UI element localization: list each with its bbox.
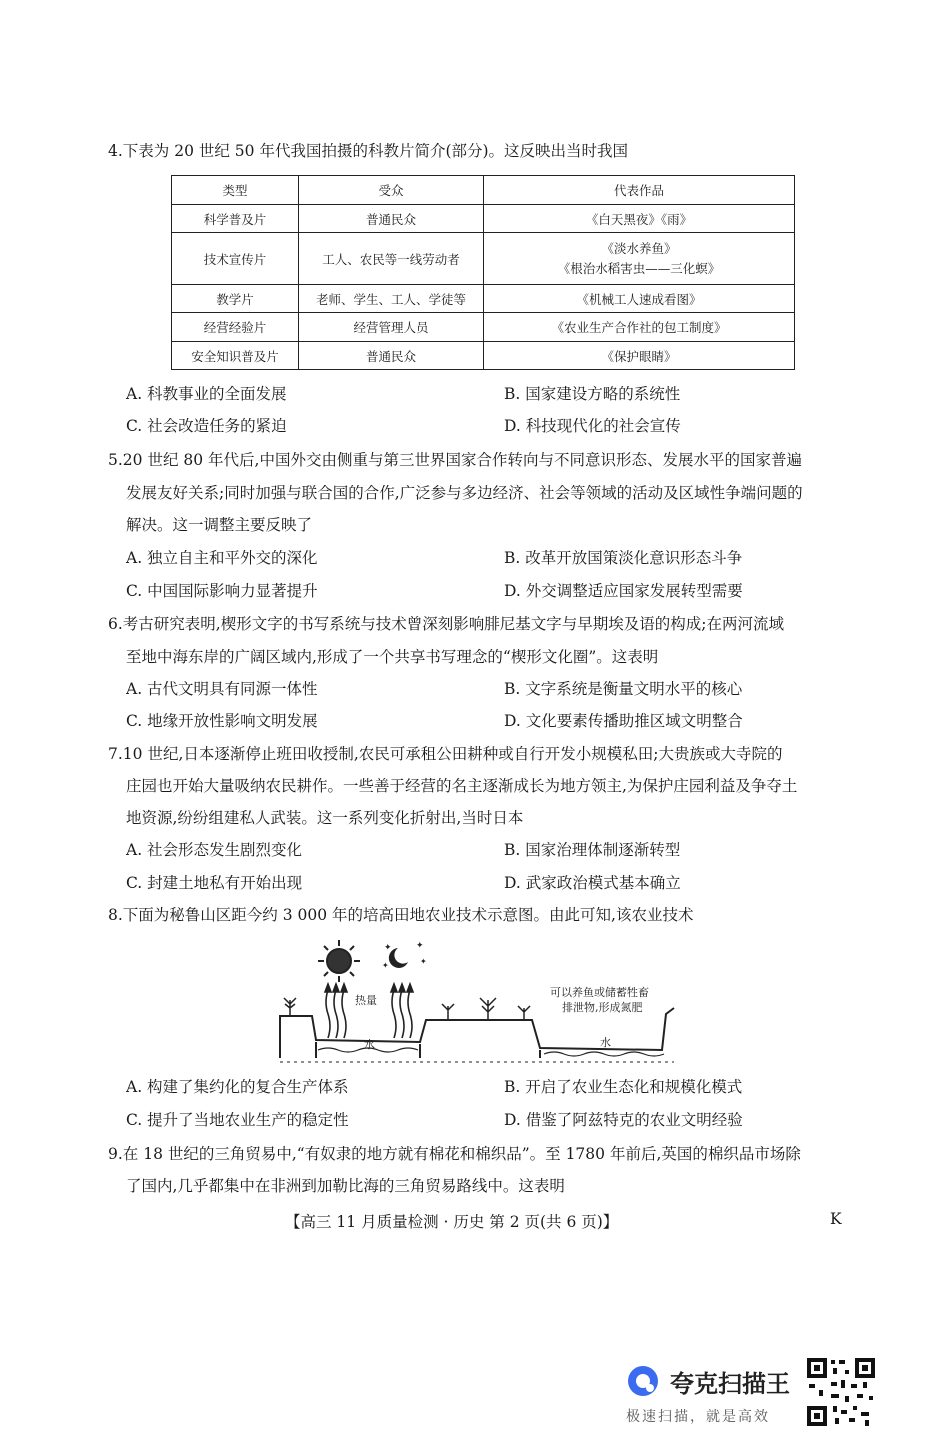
q7-option-d[interactable]: D. 武家政治模式基本确立: [504, 874, 681, 892]
q4-option-b[interactable]: B. 国家建设方略的系统性: [504, 385, 681, 403]
svg-text:✦: ✦: [416, 941, 424, 951]
table-cell-line: 《根治水稻害虫——三化螟》: [557, 260, 721, 276]
q9-line-1: 9.在 18 世纪的三角贸易中,“有奴隶的地方就有棉花和棉织品”。至 1780 年前后,英国的棉织品市场除: [108, 1145, 801, 1163]
q8-option-a[interactable]: A. 构建了集约化的复合生产体系: [126, 1078, 349, 1096]
raised-field-diagram: [270, 938, 690, 1070]
table-row: [172, 233, 795, 285]
q5-option-d[interactable]: D. 外交调整适应国家发展转型需要: [504, 582, 743, 600]
heat-arrows-icon: [325, 984, 347, 1038]
q9-line-2: 了国内,几乎都集中在非洲到加勒比海的三角贸易路线中。这表明: [126, 1177, 565, 1195]
table-cell: 普通民众: [299, 205, 484, 233]
q6-option-a[interactable]: A. 古代文明具有同源一体性: [126, 680, 318, 698]
q6-option-b[interactable]: B. 文字系统是衡量文明水平的核心: [504, 680, 743, 698]
q6-option-c[interactable]: C. 地缘开放性影响文明发展: [126, 712, 318, 730]
q8-stem: 8.下面为秘鲁山区距今约 3 000 年的培高田地农业技术示意图。由此可知,该农业技术: [108, 906, 694, 924]
scanner-brand: 夸克扫描王: [670, 1370, 790, 1398]
table-row: [172, 285, 795, 313]
diagram-note-line-2: 排泄物,形成氮肥: [562, 1001, 643, 1014]
diagram-note-line-1: 可以养鱼或储蓄牲畜: [550, 986, 649, 999]
scanner-slogan: 极速扫描，就是高效: [626, 1409, 770, 1425]
sun-icon: [318, 940, 360, 982]
paper-code: K: [830, 1210, 842, 1228]
water-label-right: 水: [600, 1036, 611, 1049]
page-footer: 【高三 11 月质量检测 · 历史 第 2 页(共 6 页)】: [285, 1213, 619, 1231]
table-cell: 工人、农民等一线劳动者: [299, 233, 484, 285]
q8-option-d[interactable]: D. 借鉴了阿兹特克的农业文明经验: [504, 1111, 743, 1129]
table-cell: 《农业生产合作社的包工制度》: [484, 313, 795, 342]
q6-option-d[interactable]: D. 文化要素传播助推区域文明整合: [504, 712, 743, 730]
table-cell: [484, 233, 795, 285]
svg-text:✦: ✦: [384, 943, 392, 953]
table-header-row: [172, 176, 795, 205]
q5-option-c[interactable]: C. 中国国际影响力显著提升: [126, 582, 318, 600]
q5-line-2: 发展友好关系;同时加强与联合国的合作,广泛参与多边经济、社会等领域的活动及区域性争端问题的: [126, 484, 803, 502]
plant-icon: [284, 998, 530, 1020]
table-cell: 老师、学生、工人、学徒等: [299, 285, 484, 313]
q6-line-1: 6.考古研究表明,楔形文字的书写系统与技术曾深刻影响腓尼基文字与早期埃及语的构成;在两河流域: [108, 615, 784, 633]
table-cell: 经营经验片: [172, 313, 299, 342]
heat-label: 热量: [355, 994, 377, 1007]
q7-option-a[interactable]: A. 社会形态发生剧烈变化: [126, 841, 303, 859]
q7-line-2: 庄园也开始大量吸纳农民耕作。一些善于经营的名主逐渐成长为地方领主,为保护庄园利益及争夺土: [126, 777, 798, 795]
table-row: [172, 313, 795, 342]
q5-line-3: 解决。这一调整主要反映了: [126, 516, 313, 534]
table-cell-line: 《淡水养鱼》: [601, 240, 677, 256]
moon-icon: [382, 941, 427, 970]
q8-option-b[interactable]: B. 开启了农业生态化和规模化模式: [504, 1078, 743, 1096]
table-cell: 教学片: [172, 285, 299, 313]
table-row: [172, 205, 795, 233]
q8-option-c[interactable]: C. 提升了当地农业生产的稳定性: [126, 1111, 349, 1129]
table-cell: 《机械工人速成看图》: [484, 285, 795, 313]
table-cell: 《保护眼睛》: [484, 342, 795, 370]
q5-option-a[interactable]: A. 独立自主和平外交的深化: [126, 549, 318, 567]
table-cell: 经营管理人员: [299, 313, 484, 342]
q7-option-c[interactable]: C. 封建土地私有开始出现: [126, 874, 303, 892]
table-cell: 《白天黑夜》《雨》: [484, 205, 795, 233]
quark-logo-icon: [626, 1364, 660, 1398]
q4-option-a[interactable]: A. 科教事业的全面发展: [126, 385, 287, 403]
table-cell: 普通民众: [299, 342, 484, 370]
svg-text:✦: ✦: [420, 957, 427, 966]
table-cell: 科学普及片: [172, 205, 299, 233]
svg-text:✦: ✦: [382, 961, 389, 970]
q4-option-c[interactable]: C. 社会改造任务的紧迫: [126, 417, 287, 435]
q7-line-1: 7.10 世纪,日本逐渐停止班田收授制,农民可承租公田耕种或自行开发小规模私田;大贵族或大寺院的: [108, 745, 783, 763]
table-cell: 安全知识普及片: [172, 342, 299, 370]
qr-code-icon: [805, 1356, 877, 1428]
q7-line-3: 地资源,纷纷组建私人武装。这一系列变化折射出,当时日本: [126, 809, 524, 827]
table-header: 代表作品: [484, 176, 795, 205]
q5-option-b[interactable]: B. 改革开放国策淡化意识形态斗争: [504, 549, 743, 567]
heat-arrows-icon: [391, 984, 413, 1038]
table-row: [172, 342, 795, 370]
ground-profile: [280, 1008, 674, 1062]
table-header: 类型: [172, 176, 299, 205]
q6-line-2: 至地中海东岸的广阔区域内,形成了一个共享书写理念的“楔形文化圈”。这表明: [126, 648, 659, 666]
q4-stem: 4.下表为 20 世纪 50 年代我国拍摄的科教片简介(部分)。这反映出当时我国: [108, 142, 629, 160]
table-cell: 技术宣传片: [172, 233, 299, 285]
q4-table: [171, 175, 795, 370]
water-label-left: 水: [364, 1038, 375, 1051]
q4-option-d[interactable]: D. 科技现代化的社会宣传: [504, 417, 681, 435]
table-header: 受众: [299, 176, 484, 205]
q5-line-1: 5.20 世纪 80 年代后,中国外交由侧重与第三世界国家合作转向与不同意识形态、发展水平的国家普遍: [108, 451, 802, 469]
q7-option-b[interactable]: B. 国家治理体制逐渐转型: [504, 841, 681, 859]
